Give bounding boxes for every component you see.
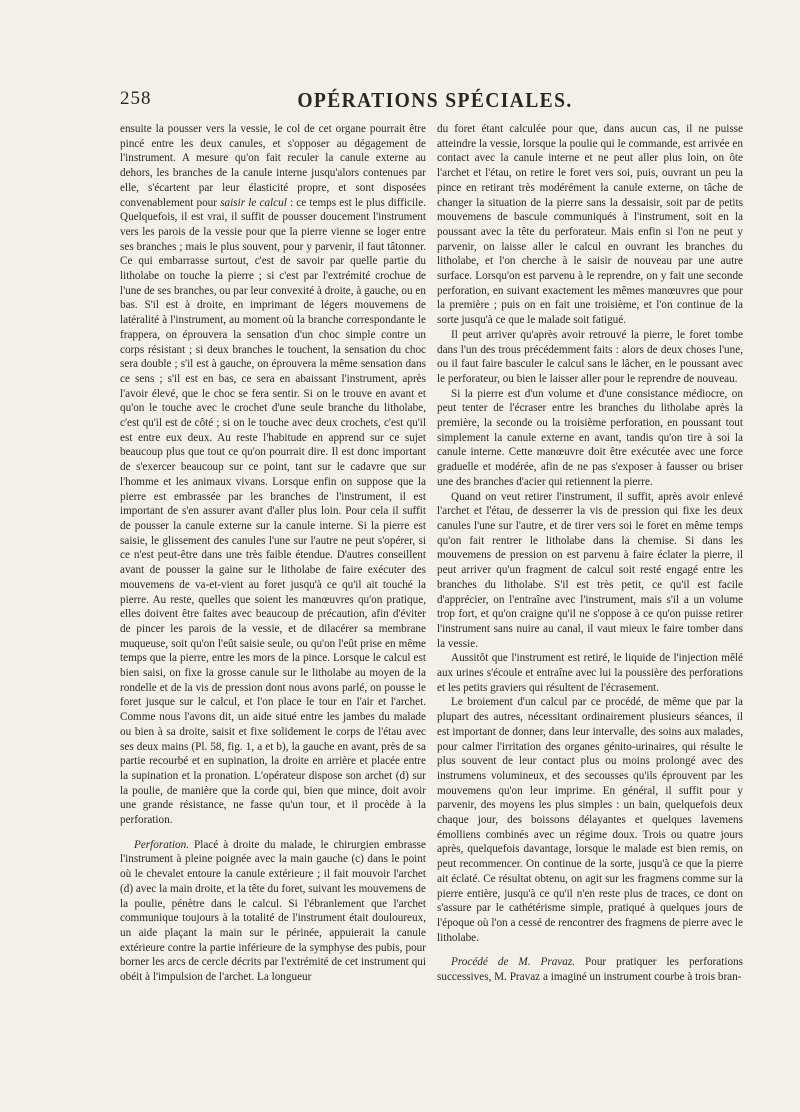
paragraph: Quand on veut retirer l'instrument, il suffit, après avoir enlevé l'archet et l'étau, de desserrer la vis de pression qui fixe les deux canules l'une sur l'autre, et de tirer vers soi le foret en même temps qu'on fait rentrer le litholabe dans la chemise. Si dans les mouvemens de pression on est parvenu à faire éclater la pierre, il peut arriver qu'un fragment de calcul soit resté engagé entre les branches du litholabe. S'il est très petit, ce qu'il est facile d'apprécier, on l'entraîne avec l'instrument, mais s'il a un volume trop fort, et qu'on craigne qu'il ne s'oppose à ce qu'on puisse retirer l'instrument sans nuire au canal, il vaut mieux le faire tomber dans la vessie. (437, 490, 743, 650)
page-number: 258 (120, 88, 152, 109)
running-header (120, 88, 750, 124)
text-span: Pour pratiquer les perforations successives, M. Pravaz a imaginé un instrument courbe à trois bran- (437, 956, 743, 984)
paragraph (120, 122, 426, 828)
text-span: : ce temps est le plus difficile. Quelquefois, il est vrai, il suffit de pousser doucement l'instrument vers les parois de la vessie pour que la pierre vienne se loger entre ses branches ; mais le plus souvent, pour y parvenir, il faut tâtonner. Ce qui embarrasse surtout, c'est de savoir par quelle partie du litholabe on touche la pierre ; si c'est par l'extrémité crochue de l'une de ses branches, ou par leur convexité à droite, à gauche, ou en bas. S'il est à droite, en imprimant de légers mouvemens de latéralité à l'instrument, au moment où la branche correspondante le frappera, on éprouvera la sensation d'un choc simple contre un corps résistant ; si deux branches le touchent, la sensation du choc sera double ; s'il est à gauche, on éprouvera la même sensation dans ce sens ; s'il est en bas, ce sera en abaissant l'instrument, après l'avoir élevé, que le choc se fera sentir. Si on le trouve en avant et qu'on le touche avec le crochet d'une seule branche du litholabe, c'est qu'il est de côté ; si on le touche avec deux crochets, c'est qu'il est entre eux deux. Au reste l'habitude en apprend sur ce sujet beaucoup plus que tout ce qu'on pourrait dire. Il est donc important de s'exercer beaucoup sur ce point, tant sur le cadavre que sur l'homme et les animaux vivans. Lorsque enfin on suppose que la pierre est embrassée par les branches de l'instrument, il est important de s'en assurer avant d'aller plus loin. Pour cela il suffit de pousser la canule externe sur la canule interne. Si la pierre est saisie, le glissement des canules l'une sur l'autre ne peut s'opérer, si ce n'est peut-être dans une très faible étendue. D'autres conseillent avant de pousser la gaine sur le litholabe de faire exécuter des mouvemens de va-et-vient au foret jusqu'à ce qu'il ait touché la pierre. Au reste, quelles que soient les manœuvres qu'on pratique, elles doivent être faites avec beaucoup de précaution, afin d'éviter de pincer les parois de la vessie, et de dilacérer sa membrane muqueuse, soit qu'on l'eût saisie seule, ou qu'on l'eût prise en même temps que la pierre, entre les mors de la pince. Lorsque le calcul est bien saisi, on fixe la grosse canule sur le litholabe au moyen de la rondelle et de la vis de pression dont nous avons parlé, on pousse le foret jusque sur le calcul, et l'on place le tour en l'air et l'archet. Comme nous l'avons dit, un aide situé entre les jambes du malade ou bien à sa droite, saisit et fixe solidement le corps de l'étau avec ses deux mains (Pl. 58, fig. 1, a et b), la gauche en avant, près de sa partie recourbé et en supination, la droite en arrière et placée entre la supination et la pronation. L'opérateur dispose son archet (d) sur la poulie, de manière que la corde qui, bien que mince, doit avoir une grande résistance, ne fasse qu'un tour, et il procède à la perforation. (120, 196, 426, 827)
paragraph: du foret étant calculée pour que, dans aucun cas, il ne puisse atteindre la vessie, lorsque la poulie qui le commande, est arrivée en contact avec la canule interne et ne peut aller plus loin, on ôte l'archet et l'étau, on retire le foret vers soi, puis, ouvrant un peu la pince en retirant très modérément la canule externe, on tâche de changer la situation de la pierre sans la dessaisir, soit par de petits mouvemens de bascule communiqués à l'instrument, soit en la poussant avec la tête du perforateur. Mais enfin si l'on ne peut y parvenir, on laisse aller le calcul en ouvrant les branches du litholabe, et l'on cherche à le saisir de nouveau par une autre surface. Lorsqu'on est parvenu à le reprendre, on y fait une seconde perforation, en suivant exactement les mêmes manœuvres que pour la première ; puis on en fait une troisième, et l'on continue de la sorte jusqu'à ce que le malade soit fatigué. (437, 123, 743, 327)
section-heading-italic: Procédé de M. Pravaz. (451, 956, 576, 969)
left-column (120, 122, 426, 985)
section-heading-italic: Perforation. (134, 838, 190, 851)
text-span: Placé à droite du malade, le chirurgien embrasse l'instrument à pleine poignée avec la main gauche (c) dans le point où le chevalet entoure la canule extérieure ; il fait mouvoir l'archet (d) avec la main droite, et la tête du foret, suivant les mouvemens de la poulie, pénètre dans le calcul. Si l'ébranlement que l'archet communique toujours à la totalité de l'instrument était douloureux, un aide plaçant la main sur le périnée, appuierait la canule extérieure contre la partie inférieure de la symphyse des pubis, pour borner les arcs de cercle décrits par l'extrémité de cet instrument qui obéit à l'impulsion de l'archet. La longueur (120, 838, 426, 984)
paragraph: Aussitôt que l'instrument est retiré, le liquide de l'injection mêlé aux urines s'écoule et entraîne avec lui la poussière des perforations et les petits graviers qui résultent de l'écrasement. (437, 652, 743, 694)
text-span: ensuite la pousser vers la vessie, le col de cet organe pourrait être pincé entre les deux canules, et s'opposer au dégagement de l'instrument. A mesure qu'on fait reculer la canule externe au dehors, les branches de la canule interne jusqu'alors contenues par elle, s'écartent par leur élasticité propre, et sont disposées convenablement pour (120, 123, 426, 209)
right-column (437, 122, 743, 985)
paragraph: Si la pierre est d'un volume et d'une consistance médiocre, on peut tenter de l'écraser entre les branches du litholabe après la première, la seconde ou la troisième perforation, en poussant tout simplement la canule externe en avant, tandis qu'on tire à soi la canule interne. Cette manœuvre doit être exécutée avec une force graduelle et modérée, afin de ne pas s'exposer à fausser ou briser une des branches d'acier qui retiennent la pierre. (437, 387, 743, 488)
paragraph: Le broiement d'un calcul par ce procédé, de même que par la plupart des autres, nécessitant ordinairement plusieurs séances, il est important de donner, dans leur intervalle, des soins aux malades, pour calmer l'irritation des organes génito-urinaires, qui résulte le plus souvent de leur contact plus ou moins prolongé avec des instrumens volumineux, et des secousses qu'ils éprouvent par les mouvemens qu'on leur imprime. En général, il suffit pour y parvenir, des moyens les plus simples : un bain, quelquefois deux chaque jour, des boissons délayantes et quelques lavemens émolliens combinés avec un régime doux. Trois ou quatre jours après, quelquefois davantage, lorsque le malade est bien remis, on peut recommencer. On continue de la sorte, jusqu'à ce que la pierre ait éclaté. Ce résultat obtenu, on agit sur les fragmens comme sur la pierre entière, jusqu'à ce qu'il n'en reste plus de traces, ce dont on s'assure par le cathétérisme simple, pratiqué à quelques jours de l'époque où l'on a cessé de rencontrer des fragmens de pierre avec le litholabe. (437, 696, 743, 944)
paragraph-perforation (120, 838, 426, 985)
running-title: OPÉRATIONS SPÉCIALES. (297, 88, 573, 112)
italic-text: saisir le calcul (220, 196, 287, 209)
paragraph: Il peut arriver qu'après avoir retrouvé la pierre, le foret tombe dans l'un des trous précédemment faits : alors de deux choses l'une, ou il faut faire basculer le calcul sans le lâcher, en le poussant avec le perforateur, ou bien le laisser aller pour le reprendre de nouveau. (437, 328, 743, 385)
paragraph-pravaz (437, 955, 743, 984)
